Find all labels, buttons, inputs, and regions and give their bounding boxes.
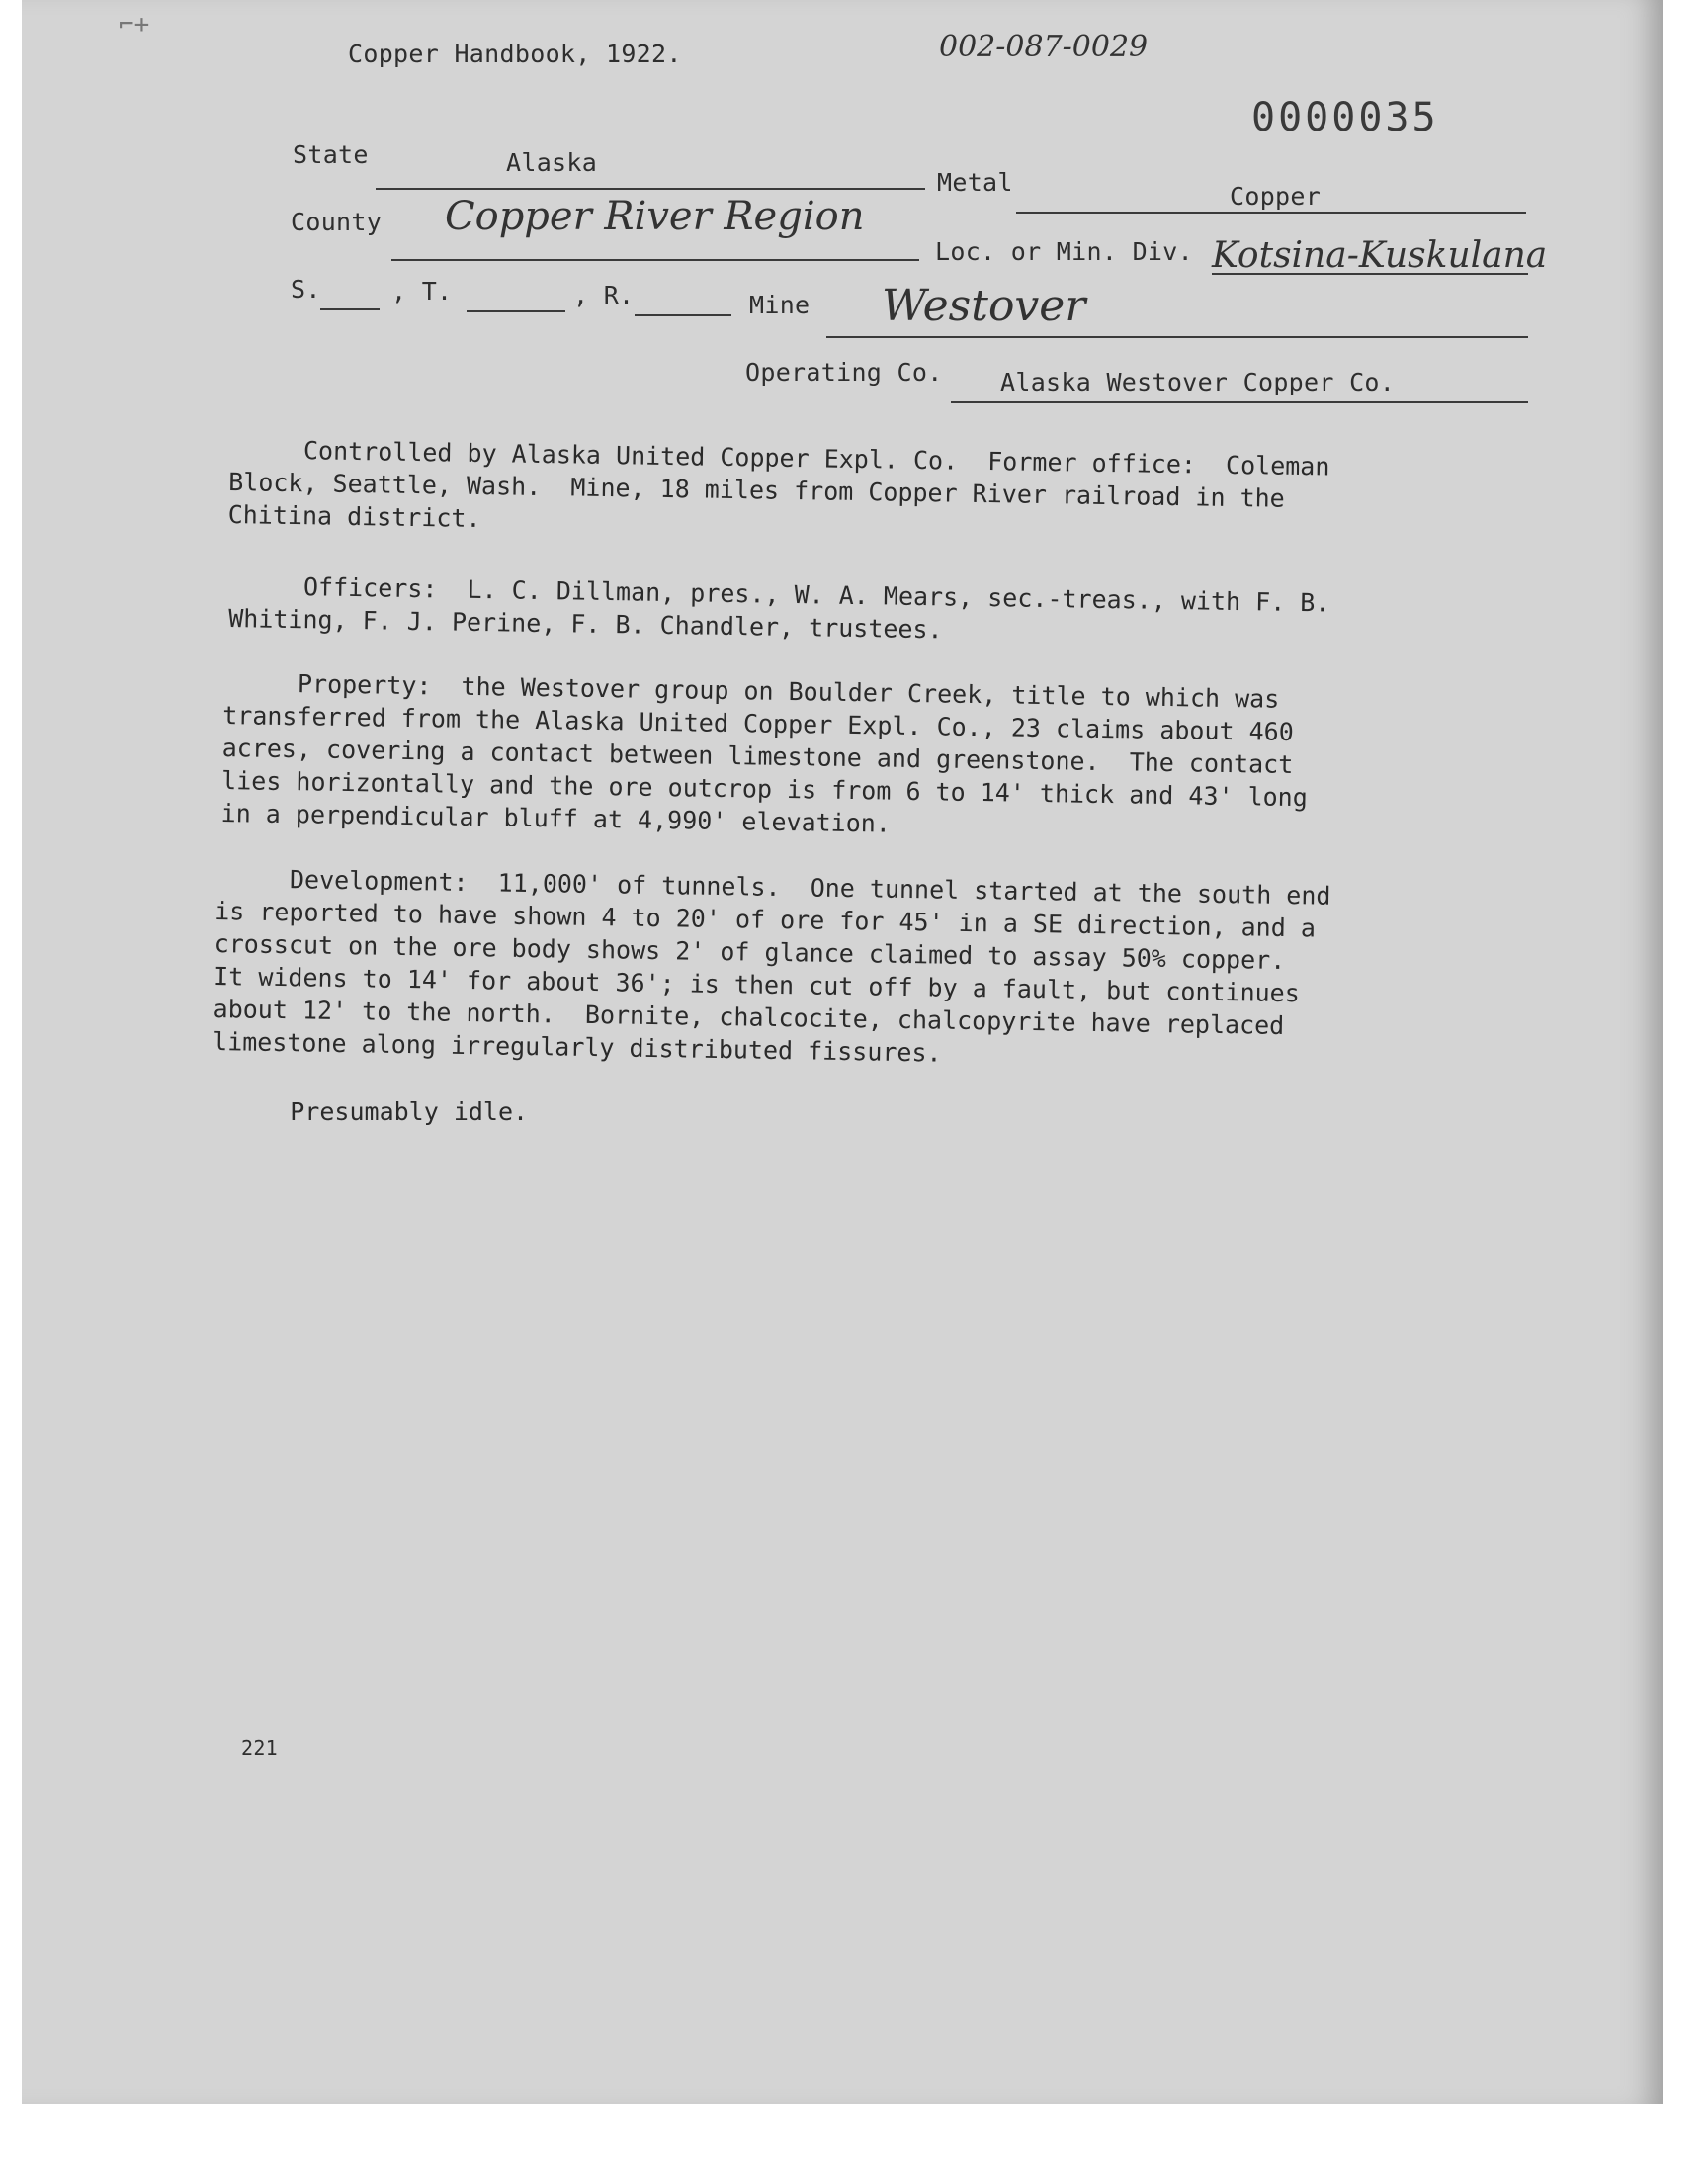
s-underline [320, 308, 380, 310]
serial-stamp: 0000035 [1251, 95, 1439, 140]
r-label: , R. [573, 281, 635, 309]
loc-value: Kotsina-Kuskulana [1212, 235, 1548, 276]
t-underline [467, 310, 565, 312]
paragraph-control: Controlled by Alaska United Copper Expl. Co. Former office: Coleman Block, Seattle, Wash. Mine, 18 miles from Copper River railroad in the Chitina district. [227, 434, 1330, 534]
operating-value: Alaska Westover Copper Co. [1000, 368, 1396, 396]
source-title: Copper Handbook, 1922. [348, 40, 682, 68]
paragraph-development: Development: 11,000' of tunnels. One tunnel started at the south end is reported to have shown 4 to 20' of ore for 45' in a SE direction, and a crosscut on the ore body shows 2' of glance claimed to assay 50% copper. It widens to 14' for about 36'; is then cut off by a fault, but continues about 12' to the north. Bornite, chalcocite, chalcopyrite have replaced limestone along irregularly distributed fissures. [212, 863, 1331, 1068]
mine-value: Westover [882, 281, 1086, 331]
doc-code: 002-087-0029 [939, 30, 1149, 64]
operating-underline [951, 401, 1528, 403]
county-value: Copper River Region [445, 194, 865, 239]
state-label: State [293, 140, 369, 169]
state-value: Alaska [506, 148, 598, 177]
metal-value: Copper [1230, 182, 1322, 211]
mine-underline [826, 336, 1528, 338]
t-label: , T. [391, 277, 453, 305]
mine-label: Mine [749, 291, 811, 319]
paragraph-property: Property: the Westover group on Boulder Creek, title to which was transferred from the Alaska United Copper Expl. Co., 23 claims about 460 acres, covering a contact between limestone and greenstone. The contact lies horizontally and the ore outcrop is from 6 to 14' thick and 43' long in a perpendicular bluff at 4,990' elevation. [220, 667, 1309, 838]
county-label: County [291, 208, 383, 236]
operating-label: Operating Co. [745, 358, 943, 387]
s-label: S. [291, 275, 321, 304]
r-underline [635, 314, 731, 316]
document-page [22, 0, 1663, 2104]
metal-label: Metal [937, 168, 1013, 197]
county-underline [391, 259, 919, 261]
corner-mark: ⌐+ [119, 10, 150, 40]
state-underline [376, 188, 925, 190]
page-number: 221 [241, 1736, 279, 1760]
paragraph-officers: Officers: L. C. Dillman, pres., W. A. Mears, sec.-treas., with F. B. Whiting, F. J. Perine, F. B. Chandler, trustees. [227, 570, 1330, 645]
paragraph-status: Presumably idle. [215, 1097, 529, 1126]
loc-label: Loc. or Min. Div. [935, 237, 1193, 266]
metal-underline [1016, 212, 1526, 214]
